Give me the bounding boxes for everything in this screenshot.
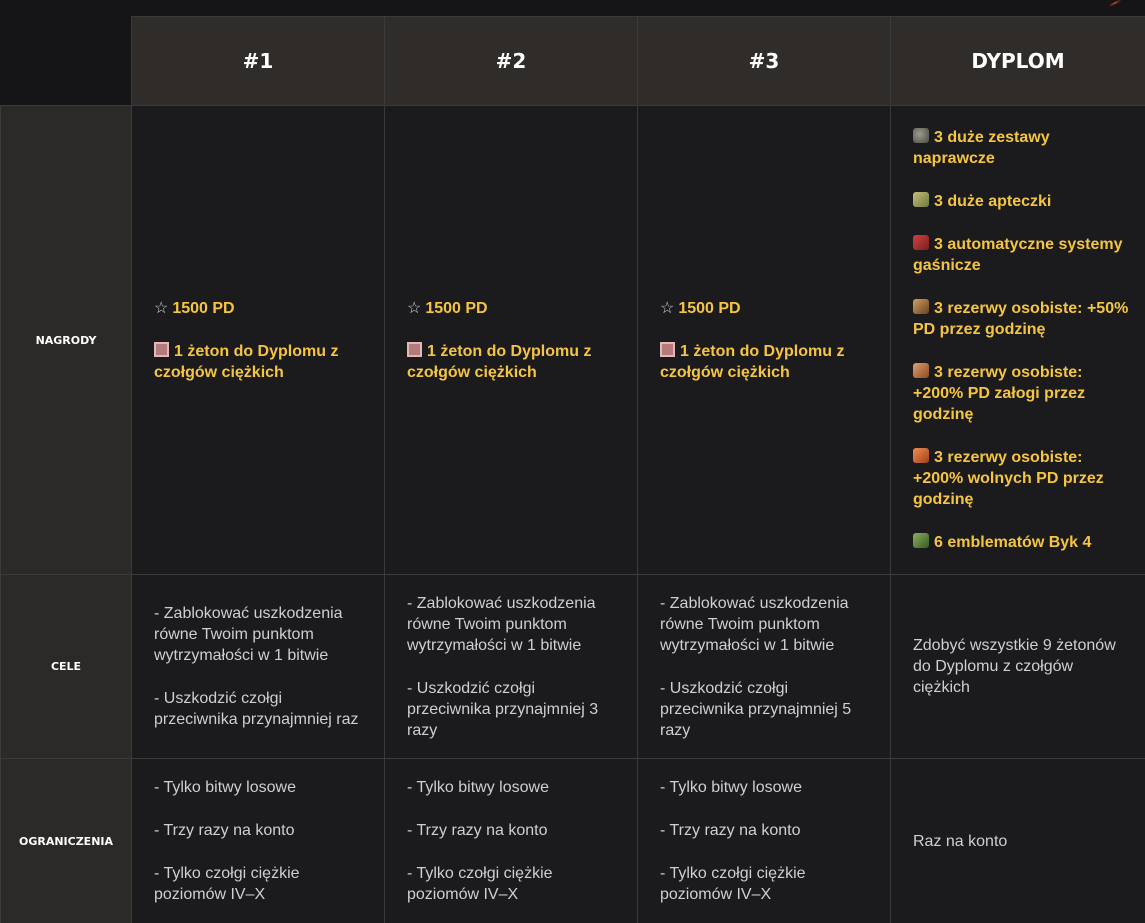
limits-cell-1 (132, 759, 385, 923)
column-header-1: #1 (132, 17, 385, 106)
limit-text: - Trzy razy na konto (407, 822, 548, 839)
rewards-cell-dyplom (891, 106, 1145, 575)
rewards-cell-3 (638, 106, 891, 575)
reward-text: 3 duże zestawy naprawcze (913, 129, 1050, 167)
goal-text: - Uszkodzić czołgi przeciwnika przynajmniej 5 razy (660, 679, 852, 739)
reward-reserve-free-xp (913, 447, 1131, 510)
star-icon: ☆ (660, 299, 675, 317)
token-icon (407, 342, 422, 357)
reward-extinguishers (913, 234, 1131, 276)
rewards-cell-1 (132, 106, 385, 575)
corner-cell (1, 17, 132, 106)
emblem-icon (913, 533, 929, 548)
limits-cell-dyplom (891, 759, 1145, 923)
reward-text: 3 rezerwy osobiste: +50% PD przez godzinę (913, 300, 1129, 338)
repair-kit-icon (913, 128, 929, 143)
limit-text: - Trzy razy na konto (154, 822, 295, 839)
limit-text: - Trzy razy na konto (660, 822, 801, 839)
goals-cell-3 (638, 575, 891, 759)
column-header-dyplom: DYPLOM (891, 17, 1145, 106)
reward-xp-text: 1500 PD (172, 299, 235, 317)
goals-cell-1 (132, 575, 385, 759)
goals-cell-dyplom (891, 575, 1145, 759)
reward-text: 3 rezerwy osobiste: +200% PD załogi przez godzinę (913, 364, 1086, 423)
token-icon (154, 342, 169, 357)
reward-token-text: 1 żeton do Dyplomu z czołgów ciężkich (154, 342, 339, 381)
reward-reserve-crew (913, 362, 1131, 425)
reward-xp (154, 298, 362, 319)
limits-cell-2 (385, 759, 638, 923)
reward-emblems (913, 532, 1131, 553)
goal-text: - Zablokować uszkodzenia równe Twoim punktom wytrzymałości w 1 bitwie (154, 605, 343, 664)
limit-text: - Tylko bitwy losowe (660, 779, 802, 796)
limit-text: Raz na konto (913, 832, 1008, 850)
goal-text: Zdobyć wszystkie 9 żetonów do Dyplomu z czołgów ciężkich (913, 637, 1116, 696)
fire-extinguisher-icon (913, 235, 929, 250)
column-header-2: #2 (385, 17, 638, 106)
rewards-cell-2 (385, 106, 638, 575)
ember (1108, 0, 1122, 7)
reward-xp (407, 298, 615, 319)
first-aid-kit-icon (913, 192, 929, 207)
goals-cell-2 (385, 575, 638, 759)
limit-text: - Tylko bitwy losowe (407, 779, 549, 796)
star-icon: ☆ (407, 299, 422, 317)
reward-repair-kits (913, 127, 1131, 169)
reserve-free-xp-icon (913, 448, 929, 463)
reward-text: 3 duże apteczki (934, 193, 1052, 210)
reward-token (154, 341, 362, 383)
star-icon: ☆ (154, 299, 169, 317)
reserve-xp-icon (913, 299, 929, 314)
reward-text: 3 automatyczne systemy gaśnicze (913, 236, 1123, 274)
goal-text: - Uszkodzić czołgi przeciwnika przynajmniej raz (154, 690, 359, 728)
limit-text: - Tylko czołgi ciężkie poziomów IV–X (154, 865, 300, 903)
challenge-table (0, 16, 1145, 923)
limits-cell-3 (638, 759, 891, 923)
reward-first-aid-kits (913, 191, 1131, 212)
token-icon (660, 342, 675, 357)
reward-xp-text: 1500 PD (425, 299, 488, 317)
reward-xp-text: 1500 PD (678, 299, 741, 317)
goal-text: - Zablokować uszkodzenia równe Twoim punktom wytrzymałości w 1 bitwie (660, 594, 849, 654)
reward-text: 3 rezerwy osobiste: +200% wolnych PD przez godzinę (913, 449, 1104, 508)
row-header-ograniczenia: OGRANICZENIA (1, 759, 132, 923)
reward-token (407, 341, 615, 383)
limit-text: - Tylko bitwy losowe (154, 779, 296, 796)
reward-token-text: 1 żeton do Dyplomu z czołgów ciężkich (407, 342, 592, 381)
reward-reserve-xp (913, 298, 1131, 340)
row-header-nagrody: NAGRODY (1, 106, 132, 575)
reward-token (660, 341, 868, 383)
row-header-cele: CELE (1, 575, 132, 759)
goal-text: - Zablokować uszkodzenia równe Twoim punktom wytrzymałości w 1 bitwie (407, 594, 596, 654)
goal-text: - Uszkodzić czołgi przeciwnika przynajmniej 3 razy (407, 679, 599, 739)
reward-text: 6 emblematów Byk 4 (934, 534, 1092, 551)
limit-text: - Tylko czołgi ciężkie poziomów IV–X (407, 865, 553, 903)
reserve-crew-icon (913, 363, 929, 378)
column-header-3: #3 (638, 17, 891, 106)
limit-text: - Tylko czołgi ciężkie poziomów IV–X (660, 865, 806, 903)
reward-xp (660, 298, 868, 319)
reward-token-text: 1 żeton do Dyplomu z czołgów ciężkich (660, 342, 845, 381)
